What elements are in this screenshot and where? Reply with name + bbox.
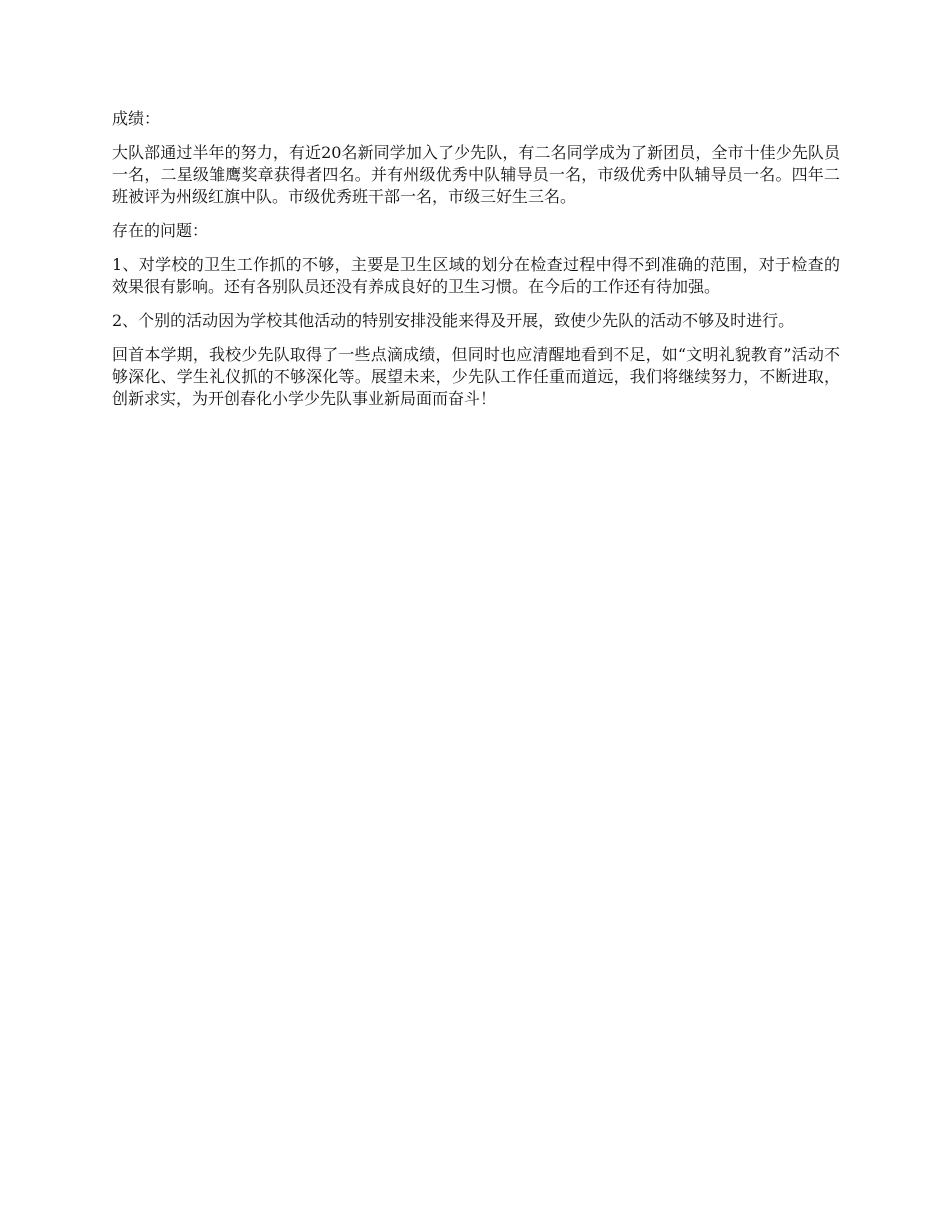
paragraph-achievements: 大队部通过半年的努力，有近20名新同学加入了少先队，有二名同学成为了新团员，全市十佳少先队员一名，二星级雏鹰奖章获得者四名。并有州级优秀中队辅导员一名，市级优秀中队辅导员一名。四年二班被评为州级红旗中队。市级优秀班干部一名，市级三好生三名。 (112, 143, 840, 206)
paragraph-problem-1: 1、对学校的卫生工作抓的不够，主要是卫生区域的划分在检查过程中得不到准确的范围，对于检查的效果很有影响。还有各别队员还没有养成良好的卫生习惯。在今后的工作还有待加强。 (112, 255, 840, 296)
document-body (112, 108, 840, 422)
heading-achievements: 成绩： (112, 109, 161, 128)
paragraph-problem-2: 2、个别的活动因为学校其他活动的特别安排没能来得及开展，致使少先队的活动不够及时进行。 (112, 311, 795, 330)
paragraph-conclusion: 回首本学期，我校少先队取得了一些点滴成绩，但同时也应清醒地看到不足，如“文明礼貌教育”活动不够深化、学生礼仪抓的不够深化等。展望未来，少先队工作任重而道远，我们将继续努力，不断进取，创新求实，为开创春化小学少先队事业新局面而奋斗！ (112, 345, 840, 408)
heading-problems: 存在的问题： (112, 221, 209, 240)
